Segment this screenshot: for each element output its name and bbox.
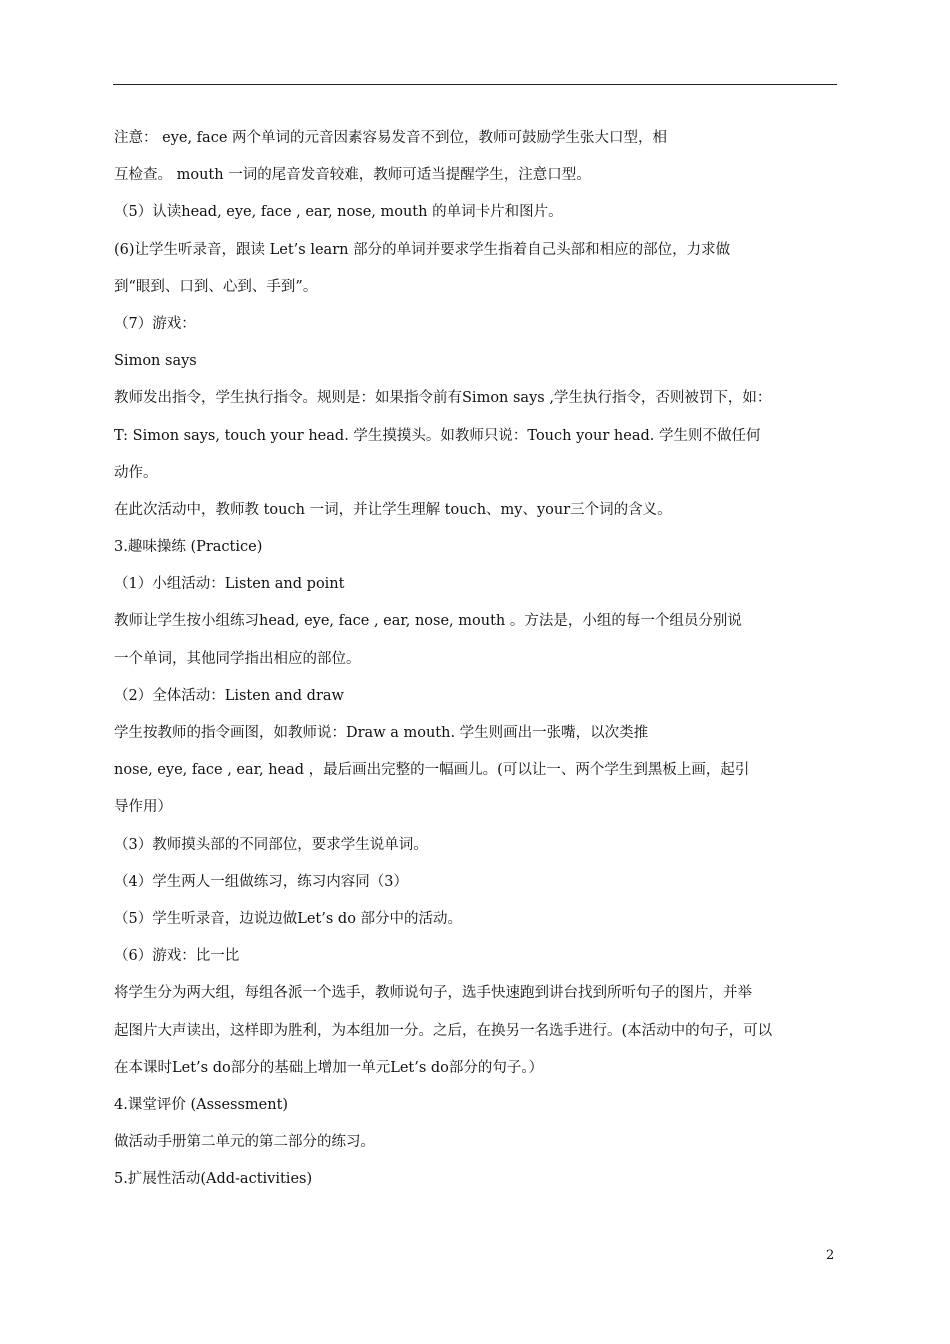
text-line: （1）小组活动：Listen and point [114,576,345,593]
text-line: 注意： eye, face 两个单词的元音因素容易发音不到位，教师可鼓励学生张大口型，相 [114,130,668,146]
text-line: nose, eye, face , ear, head ，最后画出完整的一幅画儿。(可以让一、两个学生到黑板上画，起引 [114,762,750,779]
text-line: （7）游戏： [114,315,196,332]
text-line: T: Simon says, touch your head. 学生摸摸头。如教师只说：Touch your head. 学生则不做任何 [114,427,761,444]
text-line: 一个单词，其他同学指出相应的部位。 [114,650,361,667]
text-line: （5）学生听录音，边说边做Let’s do 部分中的活动。 [114,910,463,927]
text-line: （5）认读head, eye, face , ear, nose, mouth 的单词卡片和图片。 [114,204,563,221]
page-number: 2 [826,1248,835,1263]
text-line: 将学生分为两大组，每组各派一个选手，教师说句子，选手快速跑到讲台找到所听句子的图片，并举 [114,985,752,1002]
text-line: （2）全体活动：Listen and draw [114,687,344,704]
text-line: 教师让学生按小组练习head, eye, face , ear, nose, mouth 。方法是，小组的每一个组员分别说 [114,613,742,630]
text-line: 动作。 [114,464,158,481]
text-line: （3）教师摸头部的不同部位，要求学生说单词。 [114,836,428,853]
section-heading: 4.课堂评价 (Assessment) [114,1096,289,1113]
text-line: 做活动手册第二单元的第二部分的练习。 [114,1134,375,1151]
text-line: （6）游戏：比一比 [114,948,240,965]
text-line: (6)让学生听录音，跟读 Let’s learn 部分的单词并要求学生指着自己头部和相应的部位，力求做 [114,241,731,258]
text-line: 起图片大声读出，这样即为胜利，为本组加一分。之后，在换另一名选手进行。(本活动中的句子，可以 [114,1022,773,1039]
text-line: 到“眼到、口到、心到、手到”。 [114,278,318,295]
header-rule [113,84,837,85]
text-line: 在此次活动中，教师教 touch 一词，并让学生理解 touch、my、your三个词的含义。 [114,501,672,518]
section-heading: 5.扩展性活动(Add-activities) [114,1171,313,1188]
text-line: （4）学生两人一组做练习，练习内容同（3） [114,873,408,890]
text-line: 在本课时Let’s do部分的基础上增加一单元Let’s do部分的句子。） [114,1059,544,1076]
document-body [114,120,840,1198]
text-line: 互检查。 mouth 一词的尾音发音较难，教师可适当提醒学生，注意口型。 [114,167,591,184]
section-heading: 3.趣味操练 (Practice) [114,539,263,556]
text-line: 教师发出指令，学生执行指令。规则是：如果指令前有Simon says ,学生执行指令，否则被罚下，如： [114,390,772,407]
text-line: Simon says [114,353,197,370]
text-line: 导作用） [114,799,172,816]
text-line: 学生按教师的指令画图，如教师说：Draw a mouth. 学生则画出一张嘴，以次类推 [114,725,649,741]
